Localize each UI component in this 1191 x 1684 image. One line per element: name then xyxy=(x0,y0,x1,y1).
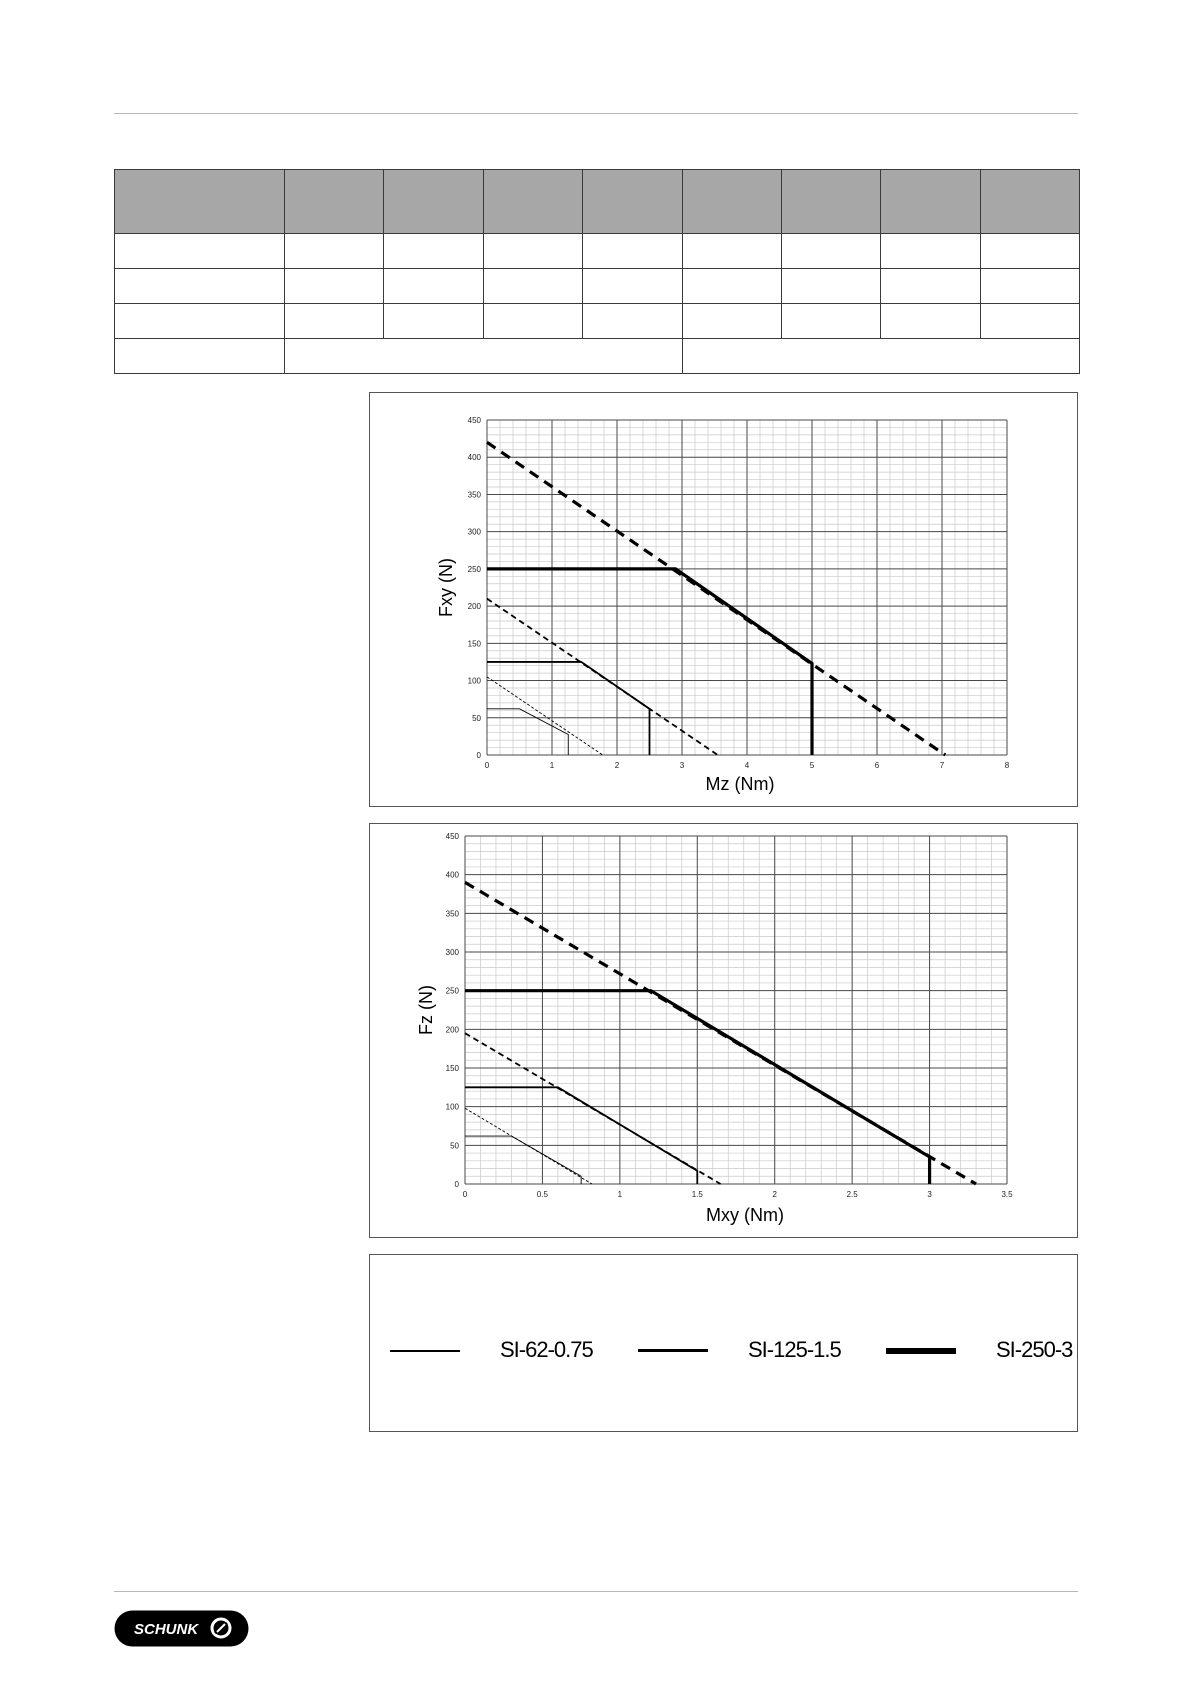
table-cell xyxy=(583,304,682,339)
table-cell xyxy=(384,269,483,304)
y-tick-label: 400 xyxy=(445,870,459,880)
legend-line-thin xyxy=(390,1350,460,1352)
y-tick-label: 450 xyxy=(445,832,459,841)
table-cell xyxy=(781,234,880,269)
series-extrapolation-line xyxy=(487,677,603,755)
y-tick-label: 150 xyxy=(467,639,481,649)
y-tick-label: 200 xyxy=(467,602,481,612)
x-axis-label: Mz (Nm) xyxy=(705,774,775,794)
load-chart-mz xyxy=(370,393,1077,806)
y-tick-label: 100 xyxy=(445,1102,459,1112)
table-cell xyxy=(682,269,781,304)
x-tick-label: 1 xyxy=(549,761,555,770)
table-cell xyxy=(115,234,285,269)
x-tick-label: 2 xyxy=(614,761,620,770)
x-tick-label: 0 xyxy=(462,1190,468,1199)
y-tick-label: 350 xyxy=(467,490,481,500)
x-tick-label: 7 xyxy=(939,761,945,770)
y-tick-label: 50 xyxy=(450,1141,459,1151)
legend-line-thick xyxy=(886,1348,956,1354)
legend-label: SI-250-3 xyxy=(996,1337,1073,1362)
y-tick-label: 250 xyxy=(467,564,481,574)
x-tick-label: 2.5 xyxy=(846,1190,858,1199)
table-cell xyxy=(881,304,980,339)
x-tick-label: 4 xyxy=(744,761,750,770)
y-tick-label: 0 xyxy=(454,1180,459,1189)
table-cell xyxy=(384,304,483,339)
x-tick-label: 3.5 xyxy=(1001,1190,1013,1199)
table-cell xyxy=(115,339,285,374)
x-tick-label: 2 xyxy=(772,1190,777,1199)
y-tick-label: 200 xyxy=(445,1025,459,1035)
table-cell xyxy=(285,304,384,339)
table-header-cell xyxy=(115,170,285,234)
table-row xyxy=(115,234,1080,269)
x-axis-label: Mxy (Nm) xyxy=(706,1205,784,1225)
table-header-cell xyxy=(980,170,1079,234)
y-tick-label: 250 xyxy=(445,986,459,996)
chart-panel-mxy xyxy=(369,823,1078,1238)
x-tick-label: 8 xyxy=(1004,761,1010,770)
table-header-cell xyxy=(483,170,582,234)
x-tick-label: 0 xyxy=(484,761,490,770)
table-cell-merged xyxy=(285,339,683,374)
table-cell xyxy=(285,269,384,304)
y-tick-label: 300 xyxy=(445,948,459,957)
y-axis-label: Fxy (N) xyxy=(436,558,456,617)
table-cell xyxy=(682,304,781,339)
legend-label: SI-125-1.5 xyxy=(748,1337,841,1362)
table-cell xyxy=(781,269,880,304)
table-cell xyxy=(980,269,1079,304)
y-tick-label: 400 xyxy=(467,453,481,463)
y-tick-label: 100 xyxy=(467,676,481,686)
table-cell xyxy=(115,269,285,304)
y-tick-label: 300 xyxy=(467,527,481,537)
y-axis-label: Fz (N) xyxy=(416,985,436,1035)
y-tick-label: 450 xyxy=(467,416,481,425)
table-row xyxy=(115,304,1080,339)
specification-table xyxy=(114,169,1080,374)
table-cell xyxy=(980,234,1079,269)
x-tick-label: 1 xyxy=(617,1190,623,1199)
legend-panel xyxy=(369,1254,1078,1432)
legend-line-medium xyxy=(638,1349,708,1352)
y-tick-label: 0 xyxy=(476,751,481,760)
logo-text: SCHUNK xyxy=(134,1621,199,1638)
footer-divider xyxy=(114,1591,1078,1592)
x-tick-label: 3 xyxy=(679,761,685,770)
table-cell xyxy=(285,234,384,269)
table-cell xyxy=(384,234,483,269)
table-cell xyxy=(682,234,781,269)
y-tick-label: 350 xyxy=(445,909,459,919)
table-header-cell xyxy=(285,170,384,234)
y-tick-label: 50 xyxy=(472,713,481,723)
x-tick-label: 3 xyxy=(927,1190,932,1199)
x-tick-label: 1.5 xyxy=(691,1190,703,1199)
y-tick-label: 150 xyxy=(445,1064,459,1073)
table-row xyxy=(115,339,1080,374)
table-cell xyxy=(483,304,582,339)
table-cell xyxy=(115,304,285,339)
table-header-cell xyxy=(781,170,880,234)
table-row xyxy=(115,269,1080,304)
chart-panel-mz xyxy=(369,392,1078,807)
table-header-cell xyxy=(583,170,682,234)
table-cell xyxy=(483,234,582,269)
table-cell xyxy=(881,269,980,304)
table-header-cell xyxy=(384,170,483,234)
table-cell xyxy=(980,304,1079,339)
load-chart-mxy xyxy=(370,824,1077,1237)
table-header-cell xyxy=(881,170,980,234)
table-cell xyxy=(881,234,980,269)
table-cell xyxy=(583,234,682,269)
series-limit-line xyxy=(465,1136,581,1184)
table-header-cell xyxy=(682,170,781,234)
x-tick-label: 0.5 xyxy=(536,1190,548,1199)
table-cell xyxy=(583,269,682,304)
table-cell xyxy=(781,304,880,339)
header-divider xyxy=(114,113,1078,114)
x-tick-label: 6 xyxy=(874,761,880,770)
table-header-row xyxy=(115,170,1080,234)
x-tick-label: 5 xyxy=(809,761,815,770)
table-cell xyxy=(483,269,582,304)
legend-label: SI-62-0.75 xyxy=(500,1337,593,1362)
table-cell-merged xyxy=(682,339,1080,374)
schunk-logo xyxy=(114,1610,249,1647)
series-limit-line xyxy=(487,709,568,755)
